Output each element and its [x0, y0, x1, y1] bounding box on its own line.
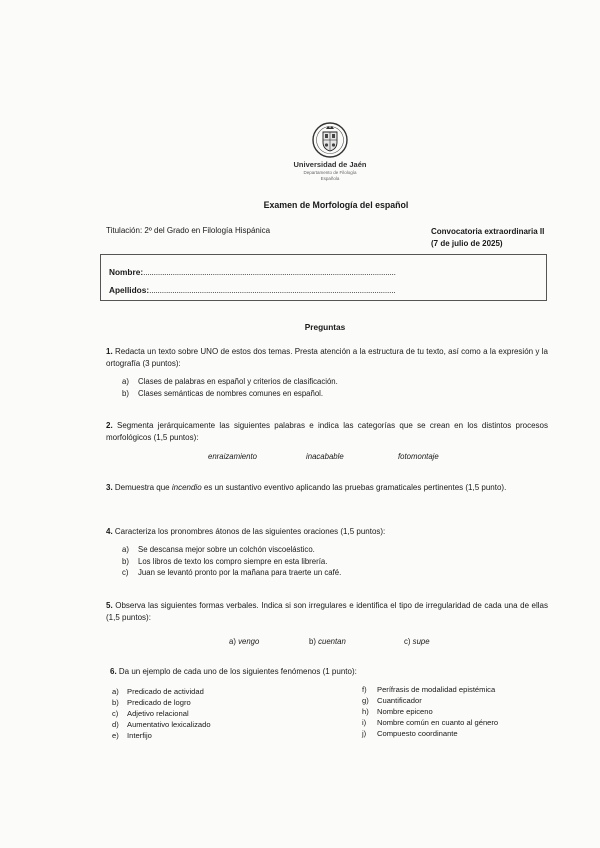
question-4-number: 4. [106, 527, 113, 536]
question-1-number: 1. [106, 347, 113, 356]
question-3-number: 3. [106, 483, 113, 492]
titulacion [106, 226, 270, 235]
department-line-2: Española [320, 176, 340, 181]
question-2 [106, 420, 548, 444]
student-info-box [100, 254, 547, 301]
question-1-options [122, 376, 564, 399]
name-label: Nombre: [109, 267, 144, 277]
form-word: supe [412, 637, 430, 646]
item-label: c) [112, 709, 119, 718]
item-label: b) [122, 556, 129, 566]
item-text: Los libros de texto los compro siempre en esta librería. [138, 556, 328, 566]
question-4-text: Caracteriza los pronombres átonos de las siguientes oraciones (1,5 puntos): [114, 527, 386, 536]
item-label: b) [112, 698, 119, 707]
item-label: f) [362, 685, 367, 694]
list-item [362, 695, 498, 706]
question-5-form [309, 637, 346, 646]
form-label: b) [309, 637, 316, 646]
item-text: Aumentativo lexicalizado [127, 720, 211, 729]
question-4-sentences [122, 544, 564, 579]
list-item [362, 717, 498, 728]
item-label: i) [362, 718, 367, 727]
item-text: Cuantificador [377, 696, 422, 705]
form-label: a) [229, 637, 236, 646]
item-text: Predicado de logro [127, 698, 191, 707]
university-crest-icon [308, 120, 352, 164]
item-label: j) [362, 729, 367, 738]
item-label: b) [122, 388, 129, 398]
list-item [122, 376, 564, 388]
item-text: Nombre común en cuanto al género [377, 718, 499, 727]
item-text: Adjetivo relacional [127, 709, 189, 718]
item-text: Predicado de actividad [127, 687, 204, 696]
name-dots: ........................................................................................................................ [143, 267, 396, 277]
convocatoria-line-2: (7 de julio de 2025) [431, 239, 503, 248]
question-2-word: enraizamiento [208, 452, 257, 461]
question-2-text: Segmenta jerárquicamente las siguientes palabras e indica las categorías que se crean en los distintos procesos morfológicos (1,5 puntos): [106, 421, 548, 442]
item-text: Juan se levantó pronto por la mañana para traerte un café. [138, 568, 342, 578]
item-text: Clases semánticas de nombres comunes en español. [138, 388, 324, 398]
section-title: Preguntas [304, 322, 346, 332]
item-text: Perífrasis de modalidad epistémica [377, 685, 496, 694]
list-item [362, 706, 498, 717]
list-item [112, 730, 211, 741]
question-6-text: Da un ejemplo de cada uno de los siguientes fenómenos (1 punto): [118, 667, 357, 676]
question-6-right-column [362, 684, 498, 739]
question-3-text-before: Demuestra que [114, 483, 170, 492]
department-name [270, 170, 390, 182]
titulacion-label: Titulación: [106, 226, 143, 235]
list-item [122, 544, 564, 556]
department-line-1: Departamento de Filología [303, 170, 357, 175]
question-6-left-column [112, 686, 211, 741]
surname-dots: ..................................................................................................................... [149, 285, 396, 295]
item-text: Se descansa mejor sobre un colchón viscoelástico. [138, 545, 315, 554]
exam-title: Examen de Morfología del español [263, 200, 409, 210]
question-3-keyword: incendio [171, 483, 202, 492]
convocatoria [431, 226, 544, 250]
question-2-word: inacabable [306, 452, 344, 461]
question-6 [110, 666, 552, 678]
item-label: c) [122, 568, 129, 578]
question-5-number: 5. [106, 601, 113, 610]
question-5-form [404, 637, 430, 646]
list-item [362, 684, 498, 695]
item-label: a) [122, 545, 129, 554]
question-4 [106, 526, 548, 538]
list-item [112, 697, 211, 708]
question-1-text: Redacta un texto sobre UNO de estos dos temas. Presta atención a la estructura de tu texto, así como a la expresión y la ortografía (3 puntos): [106, 347, 548, 368]
titulacion-value: 2º del Grado en Filología Hispánica [144, 226, 271, 235]
item-label: a) [122, 377, 129, 386]
question-1 [106, 346, 548, 370]
list-item [122, 556, 564, 568]
item-label: a) [112, 687, 119, 696]
item-text: Clases de palabras en español y criterios de clasificación. [138, 377, 338, 386]
item-text: Compuesto coordinante [377, 729, 458, 738]
name-field[interactable] [109, 267, 396, 277]
item-text: Interfijo [127, 731, 152, 740]
question-5 [106, 600, 548, 624]
question-2-word: fotomontaje [398, 452, 439, 461]
list-item [122, 388, 564, 400]
list-item [122, 567, 564, 579]
surname-label: Apellidos: [109, 285, 150, 295]
item-label: h) [362, 707, 369, 716]
item-label: g) [362, 696, 369, 705]
item-text: Nombre epiceno [377, 707, 433, 716]
question-6-number: 6. [110, 667, 117, 676]
form-word: cuentan [318, 637, 346, 646]
question-5-form [229, 637, 259, 646]
question-5-text: Observa las siguientes formas verbales. Indica si son irregulares e identifica el tipo de irregularidad de cada una de ellas (1,5 puntos): [106, 601, 548, 622]
item-label: e) [112, 731, 119, 740]
list-item [112, 708, 211, 719]
list-item [112, 719, 211, 730]
list-item [112, 686, 211, 697]
list-item [362, 728, 498, 739]
form-label: c) [404, 637, 411, 646]
question-3-text-after: es un sustantivo eventivo aplicando las pruebas gramaticales pertinentes (1,5 punto). [203, 483, 507, 492]
surname-field[interactable] [109, 285, 395, 295]
convocatoria-line-1: Convocatoria extraordinaria II [431, 227, 545, 236]
question-2-number: 2. [106, 421, 113, 430]
question-3 [106, 482, 548, 494]
university-name: Universidad de Jaén [293, 160, 367, 169]
item-label: d) [112, 720, 119, 729]
form-word: vengo [238, 637, 260, 646]
